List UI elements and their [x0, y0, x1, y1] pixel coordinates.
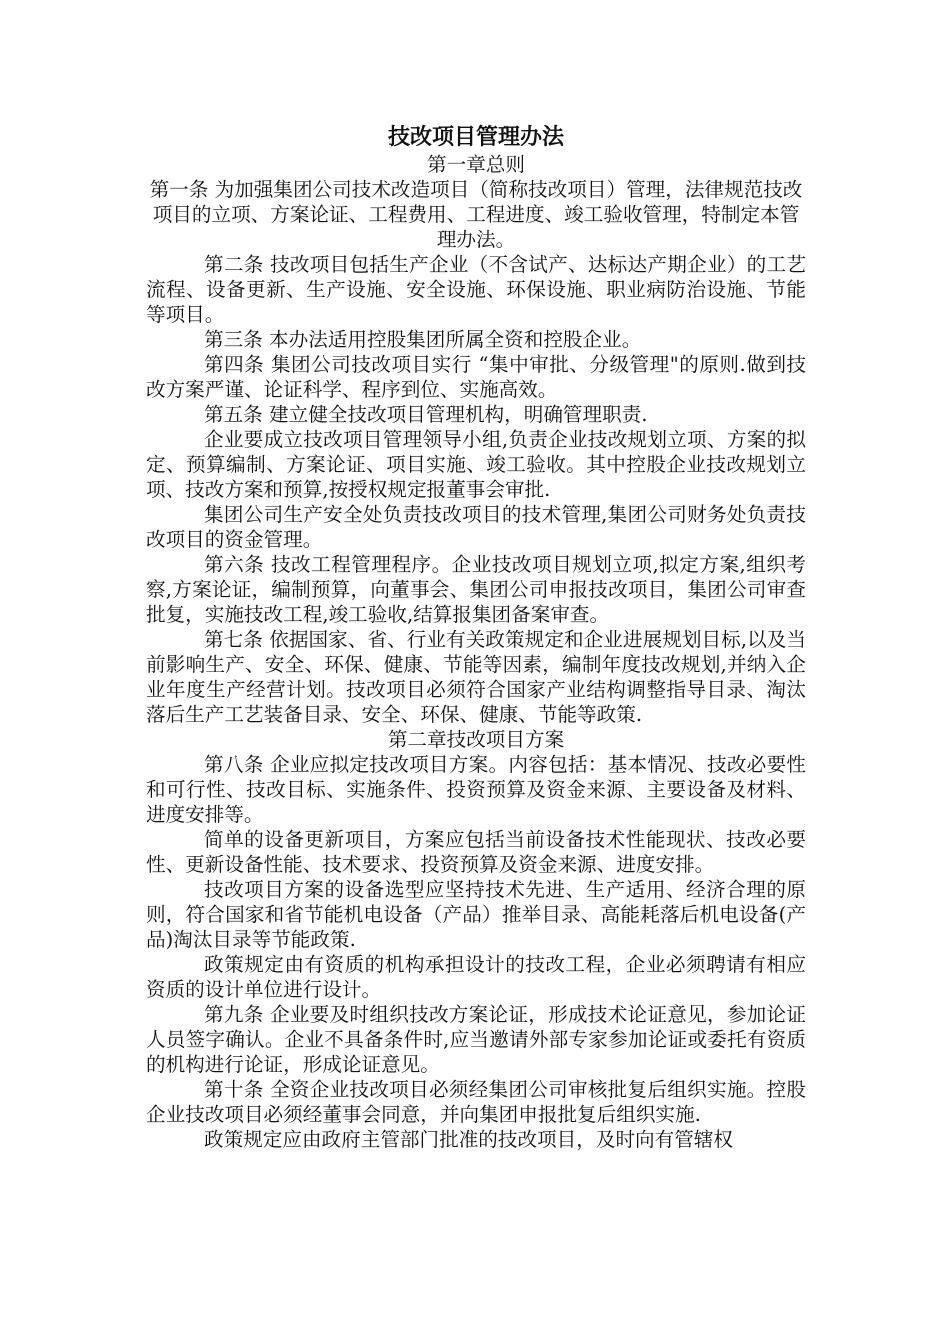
- article-paragraph: 第三条 本办法适用控股集团所属全资和控股企业。: [204, 328, 642, 351]
- chapter-heading: 第二章技改项目方案: [387, 728, 565, 751]
- document-title: 技改项目管理办法: [387, 124, 564, 150]
- article-paragraph: 第五条 建立健全技改项目管理机构，明确管理职责.: [204, 403, 648, 426]
- article-paragraph: 第二条 技改项目包括生产企业（不含试产、达标达产期企业）的工艺流程、设备更新、生产设施、安全设施、环保设施、职业病防治设施、节能等项目。: [146, 253, 806, 326]
- document-page: [146, 122, 806, 1152]
- article-paragraph: 第四条 集团公司技改项目实行 “集中审批、分级管理"的原则.做到技改方案严谨、论证科学、程序到位、实施高效。: [146, 353, 806, 401]
- article-paragraph: 第七条 依据国家、省、行业有关政策规定和企业进展规划目标,以及当前影响生产、安全、环保、健康、节能等因素，编制年度技改规划,并纳入企业年度生产经营计划。技改项目必须符合国家产业结构调整指导目录、淘汰落后生产工艺装备目录、安全、环保、健康、节能等政策.: [146, 628, 806, 726]
- body-paragraph: 集团公司生产安全处负责技改项目的技术管理,集团公司财务处负责技改项目的资金管理。: [146, 503, 806, 551]
- article-paragraph: 第九条 企业要及时组织技改方案论证，形成技术论证意见，参加论证人员签字确认。企业不具备条件时,应当邀请外部专家参加论证或委托有资质的机构进行论证，形成论证意见。: [146, 1003, 806, 1076]
- article-paragraph: 第十条 全资企业技改项目必须经集团公司审核批复后组织实施。控股企业技改项目必须经董事会同意，并向集团申报批复后组织实施.: [146, 1078, 806, 1126]
- body-paragraph: 政策规定应由政府主管部门批准的技改项目，及时向有管辖权: [204, 1128, 734, 1151]
- article-paragraph: 第八条 企业应拟定技改项目方案。内容包括：基本情况、技改必要性和可行性、技改目标、实施条件、投资预算及资金来源、主要设备及材料、进度安排等。: [146, 753, 806, 826]
- article-paragraph: 第一条 为加强集团公司技术改造项目（简称技改项目）管理，法律规范技改项目的立项、方案论证、工程费用、工程进度、竣工验收管理，特制定本管理办法。: [149, 178, 803, 251]
- chapter-heading: 第一章总则: [427, 153, 525, 176]
- body-paragraph: 政策规定由有资质的机构承担设计的技改工程，企业必须聘请有相应资质的设计单位进行设计。: [146, 953, 806, 1001]
- body-paragraph: 企业要成立技改项目管理领导小组,负责企业技改规划立项、方案的拟定、预算编制、方案论证、项目实施、竣工验收。其中控股企业技改规划立项、技改方案和预算,按授权规定报董事会审批.: [146, 428, 806, 501]
- body-paragraph: 技改项目方案的设备选型应坚持技术先进、生产适用、经济合理的原则，符合国家和省节能机电设备（产品）推举目录、高能耗落后机电设备(产品)淘汰目录等节能政策.: [146, 878, 806, 951]
- body-paragraph: 简单的设备更新项目，方案应包括当前设备技术性能现状、技改必要性、更新设备性能、技术要求、投资预算及资金来源、进度安排。: [146, 828, 806, 876]
- article-paragraph: 第六条 技改工程管理程序。企业技改项目规划立项,拟定方案,组织考察,方案论证，编制预算，向董事会、集团公司申报技改项目，集团公司审查批复，实施技改工程,竣工验收,结算报集团备案审查。: [146, 553, 806, 626]
